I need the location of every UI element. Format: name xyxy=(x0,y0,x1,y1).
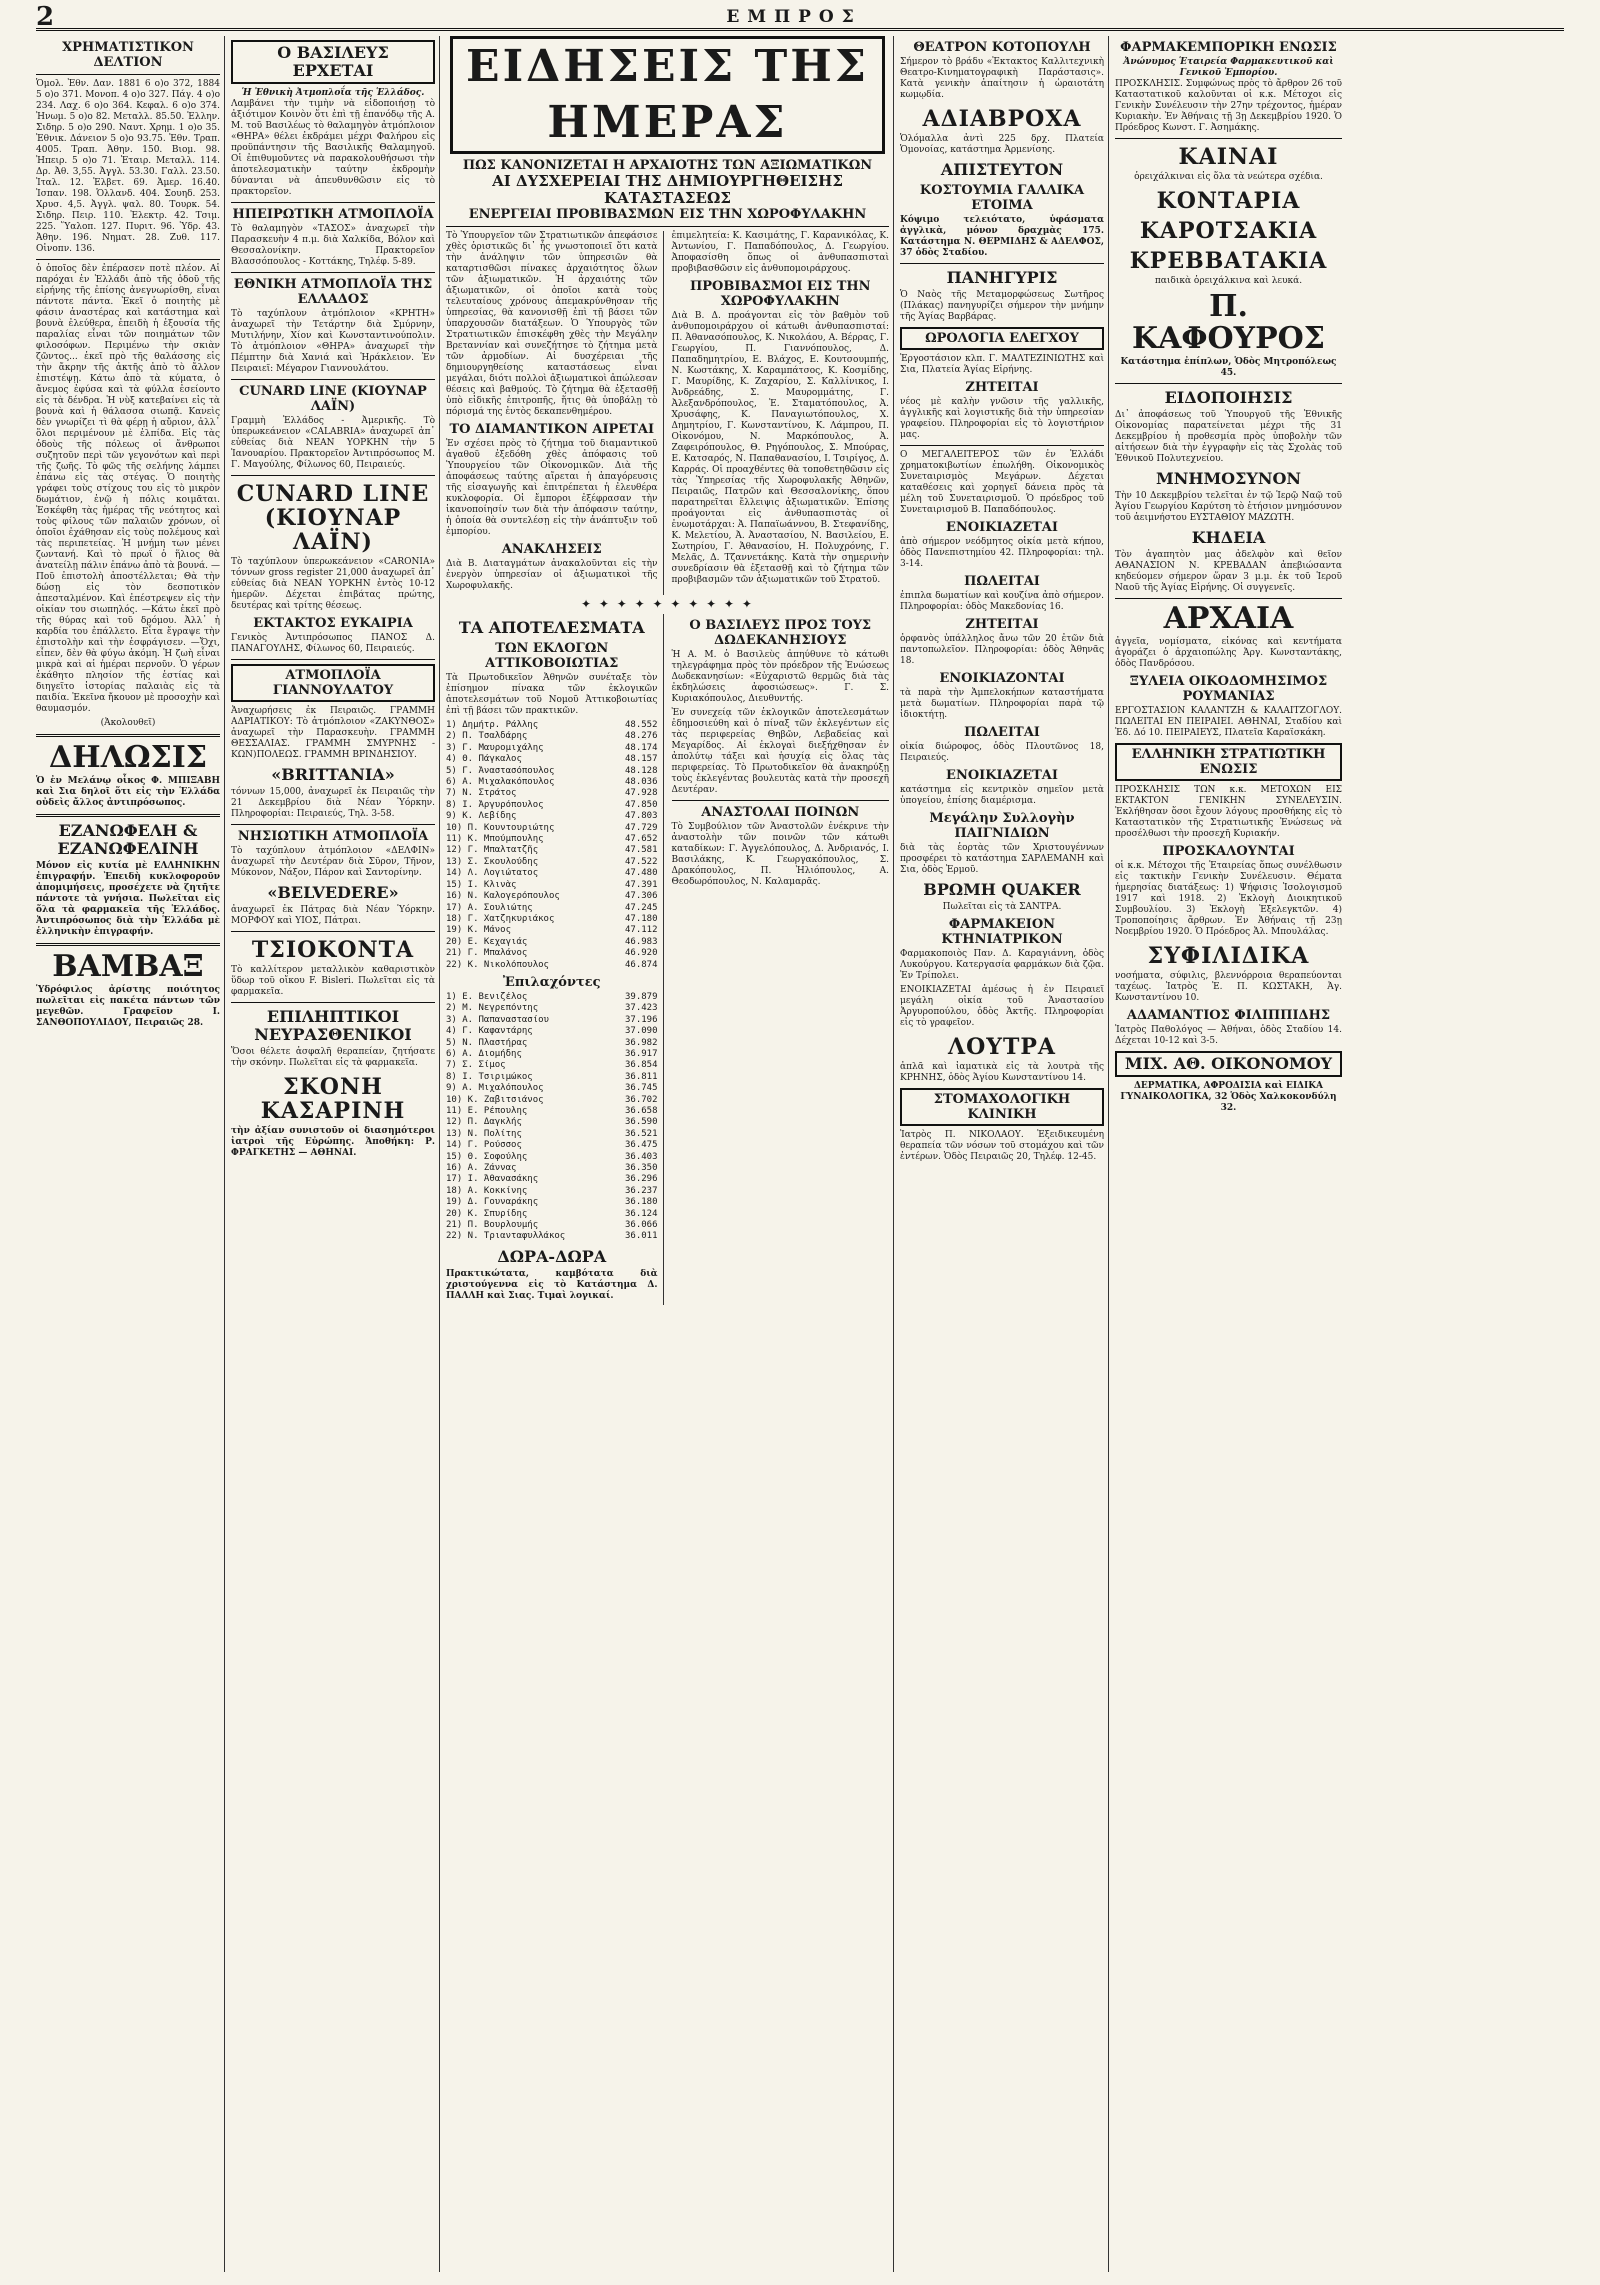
result-row xyxy=(446,1026,658,1037)
ad-dilosis-text: Ὁ ἐν Μελάνῳ οἶκος Φ. ΜΠΙΞΑΒΗ καὶ Σια δηλοῖ ὅτι εἰς τὴν Ἑλλάδα οὐδεὶς ἄλλος ἀντιπρόσωπος. xyxy=(36,776,220,808)
news-subcolumns xyxy=(446,231,889,595)
candidate-votes: 48.276 xyxy=(624,731,658,742)
column-1 xyxy=(36,36,225,2272)
candidate-votes: 36.917 xyxy=(624,1048,658,1059)
heading-kontaria: ΚΟΝΤΑΡΙΑ xyxy=(1156,188,1301,214)
candidate-votes: 47.391 xyxy=(624,879,658,890)
orologia-text: Ἐργοστάσιον κλπ. Γ. ΜΑΛΤΕΖΙΝΙΩΤΗΣ καὶ Σια, Πλατεία Ἁγίας Εἰρήνης. xyxy=(900,354,1104,375)
candidate-votes: 37.196 xyxy=(624,1014,658,1025)
ad-ezan-text: Μόνον εἰς κυτία μὲ ΕΛΛΗΝΙΚΗΝ ἐπιγραφήν. Ἐπειδὴ κυκλοφοροῦν ἀπομιμήσεις, προσέχετε νὰ ζητῆτε πάντοτε τὰ γνήσια. Πωλεῖται εἰς ὅλα τὰ φαρμακεῖα τῆς Ἑλλάδος. Ἀντιπρόσωπος διὰ τὴν Ἑλλάδα μὲ ἑλληνικὴν ἐπιγραφήν. xyxy=(36,861,220,937)
candidate-votes: 36.521 xyxy=(624,1128,658,1139)
result-row xyxy=(446,948,658,959)
result-row xyxy=(446,1231,658,1242)
enosis-text: ΠΡΟΣΚΛΗΣΙΣ ΤΩΝ κ.κ. ΜΕΤΟΧΩΝ ΕΙΣ ΕΚΤΑΚΤΟΝ ΓΕΝΙΚΗΝ ΣΥΝΕΛΕΥΣΙΝ. Ἐκλήθησαν ὅσοι ἔχουν λόγους προσθήκης εἰς τὸ Καταστατικὸν τῆς Στρατιωτικῆς Ἑνώσεως νὰ προσέλθωσι τὴν προσεχῆ Κυριακήν. xyxy=(1115,785,1342,839)
result-row xyxy=(446,925,658,936)
result-row xyxy=(446,857,658,868)
heading-enosis: ΕΛΛΗΝΙΚΗ ΣΤΡΑΤΙΩΤΙΚΗ ΕΝΩΣΙΣ xyxy=(1115,743,1342,781)
cunard-small-text: Γραμμὴ Ἑλλάδος - Ἀμερικῆς. Τὸ ὑπερωκεάνειον «CALABRIA» ἀναχωρεῖ ἀπ᾽ εὐθείας διὰ ΝΕΑΝ ΥΟΡΚΗΝ τὴν 5 Ἰανουαρίου. Πρακτορεῖον Ἀντιπρόσωπος Μ. Γ. Μαγούλης, Φίλωνος 60, Πειραιεύς. xyxy=(231,416,435,470)
heading-vasilis: Ο ΒΑΣΙΛΕΥΣ ΕΡΧΕΤΑΙ xyxy=(231,40,435,84)
stomato-text: Ἰατρὸς Π. ΝΙΚΟΛΑΟΥ. Ἐξειδικευμένη θεραπεία τῶν νόσων τοῦ στομάχου καὶ τῶν ἐντέρων. Ὁδὸς Πειραιῶς 20, Τηλέφ. 12-45. xyxy=(900,1130,1104,1162)
ad-dilosis-title: ΔΗΛΩΣΙΣ xyxy=(48,740,208,775)
candidate-votes: 48.128 xyxy=(624,765,658,776)
kostoumia-text: Κόψιμο τελειότατο, ὑφάσματα ἀγγλικὰ, μόνον δραχμὰς 175. Κατάστημα Ν. ΘΕΡΜΙΔΗΣ & ΑΔΕΛΦΟΣ, 37 ὁδὸς Σταδίου. xyxy=(900,215,1104,258)
candidate-name: 16) Α. Ζάννας xyxy=(446,1163,517,1174)
candidate-votes: 36.702 xyxy=(624,1094,658,1105)
result-row xyxy=(446,788,658,799)
candidate-votes: 36.745 xyxy=(624,1083,658,1094)
heading-archaia: ΑΡΧΑΙΑ xyxy=(1163,601,1294,636)
heading-zeteitai-2: ΖΗΤΕΙΤΑΙ xyxy=(965,617,1039,632)
proskalountai-text: οἱ κ.κ. Μέτοχοι τῆς Ἑταιρείας ὅπως συνέλθωσιν εἰς τακτικὴν Γενικὴν Συνέλευσιν. Θέματα ἡμερησίας διατάξεως: 1) Ψήφισις Ἰσολογισμοῦ 1917 καὶ 1918. 2) Ἐκλογὴ Διοικητικοῦ Συμβουλίου. 3) Ἐκλογὴ Ἐξελεγκτῶν. 4) Τροποποίησις ἄρθρων. Ἐν Ἀθήναις τῇ 23ῃ Νοεμβρίου 1920. Ὁ Πρόεδρος Ἀλ. Μπουλάλας. xyxy=(1115,861,1342,937)
result-row xyxy=(446,777,658,788)
farmakeion-text: Φαρμακοποιὸς Παν. Δ. Καραγιάννη, ὁδὸς Λυκούργου. Κατεργασία φαρμάκων διὰ ζῷα. Ἐν Τρίπολει. xyxy=(900,949,1104,981)
epileptikoi-text: Ὅσοι θέλετε ἀσφαλῆ θεραπείαν, ζητήσατε τὴν σκόνην. Πωλεῖται εἰς τὰ φαρμακεῖα. xyxy=(231,1047,435,1068)
heading-tsiokonta: ΤΣΙΟΚΟΝΤΑ xyxy=(251,937,415,963)
candidate-votes: 37.423 xyxy=(624,1003,658,1014)
candidate-name: 22) Κ. Νικολόπουλος xyxy=(446,959,549,970)
heading-orologia: ΩΡΟΛΟΓΙΑ ΕΛΕΓΧΟΥ xyxy=(900,327,1104,350)
heading-syllogos: Μεγάλην Συλλογὴν ΠΑΙΓΝΙΔΙΩΝ xyxy=(929,811,1075,841)
anakliseis-text: Διὰ Β. Διαταγμάτων ἀνακαλοῦνται εἰς τὴν ἐνεργὸν ὑπηρεσίαν οἱ ἀξιωματικοὶ τῆς Χωροφυλακῆς. xyxy=(446,559,658,591)
result-row xyxy=(446,914,658,925)
candidate-name: 17) Ι. Ἀθανασάκης xyxy=(446,1174,539,1185)
heading-ipeiros: ΗΠΕΙΡΩΤΙΚΗ ΑΤΜΟΠΛΟΪΑ xyxy=(232,207,434,222)
heading-kainai: ΚΑΙΝΑΙ xyxy=(1178,144,1279,170)
column-4 xyxy=(900,36,1109,2272)
candidate-votes: 47.928 xyxy=(624,788,658,799)
enoik-3-text: κατάστημα εἰς κεντρικὸν σημεῖον μετὰ ὑπογείου, ἐπίσης διαμέρισμα. xyxy=(900,785,1104,806)
result-row xyxy=(446,834,658,845)
heading-oikonomou: ΜΙΧ. ΑΘ. ΟΙΚΟΝΟΜΟΥ xyxy=(1115,1051,1342,1077)
result-row xyxy=(446,800,658,811)
result-row xyxy=(446,1038,658,1049)
result-row xyxy=(446,891,658,902)
theatro-text: Σήμερον τὸ βράδυ «Ἐκτακτος Καλλιτεχνικὴ Θεατρο-Κινηματογραφικὴ Παράστασις». Κατὰ γενικὴν ἀπαίτησιν ἡ ὡραιοτάτη κωμῳδία. xyxy=(900,57,1104,100)
heading-loutra: ΛΟΥΤΡΑ xyxy=(948,1034,1056,1060)
article1-left: Τὸ Ὑπουργεῖον τῶν Στρατιωτικῶν ἀπεφάσισε χθὲς ὁριστικῶς δι᾽ ἧς γνωστοποιεῖ ὅτι κατὰ τὴν ἀνάληψιν τῶν ὑπηρεσιῶν θὰ καταρτισθῶσι πίνακες ἀρχαιότητος ὅλων τῶν ἀξιωματικῶν. Ἡ ἀρχαιότης τῶν ἀξιωματικῶν, οἱ ὁποῖοι κατὰ τοὺς τελευταίους χρόνους ἀπεμακρύνθησαν τῆς ὑπηρεσίας, θὰ κανονισθῇ ἐπὶ τῇ βάσει τῶν ὑπαρχουσῶν διατάξεων. Ὁ Ὑπουργὸς τῶν Στρατιωτικῶν ἐπισκέφθη χθὲς τὴν Μεγάλην Βρεταννίαν καὶ συνεζήτησε τὸ ζήτημα μετὰ τῶν ἁρμοδίων. Αἱ δυσχέρειαι τῆς δημιουργηθείσης καταστάσεως εἶναι μεγάλαι, διότι πολλοὶ ἀξιωματικοὶ ἀπώλεσαν θέσεις καὶ βαθμούς. Τὸ ζήτημα θὰ ἐξετασθῇ ὑπὸ εἰδικῆς ἐπιτροπῆς, ἥτις θὰ ὑποβάλῃ τὸ πόρισμά της ἐντὸς δεκαπενθημέρου. xyxy=(446,231,658,417)
candidate-votes: 36.590 xyxy=(624,1117,658,1128)
continued-note: (Ἀκολουθεῖ) xyxy=(100,718,156,728)
candidate-name: 9) Α. Μιχαλόπουλος xyxy=(446,1083,544,1094)
heading-kasarini: ΣΚΟΝΗ ΚΑΣΑΡΙΝΗ xyxy=(260,1074,406,1124)
candidate-name: 22) Ν. Τριανταφυλλάκος xyxy=(446,1231,566,1242)
candidate-name: 7) Ν. Στράτος xyxy=(446,788,517,799)
candidate-name: 21) Γ. Μπαλάνος xyxy=(446,948,528,959)
candidate-votes: 36.011 xyxy=(624,1231,658,1242)
candidate-name: 21) Π. Βουρλουμής xyxy=(446,1220,539,1231)
candidate-name: 7) Σ. Σίμος xyxy=(446,1060,506,1071)
candidate-name: 16) Ν. Καλογερόπουλος xyxy=(446,891,560,902)
heading-apisteuton: ΑΠΙΣΤΕΥΤΟΝ xyxy=(940,160,1064,179)
candidate-name: 12) Π. Δαγκλής xyxy=(446,1117,522,1128)
loutra-text: ἀπλᾶ καὶ ἰαματικὰ εἰς τὰ λουτρὰ τῆς ΚΡΗΝΗΣ, ὁδὸς Ἁγίου Κωνσταντίνου 14. xyxy=(900,1062,1104,1083)
page-number: 2 xyxy=(36,2,55,32)
result-row xyxy=(446,868,658,879)
article1-right: ἐπιμελητεία: Κ. Κασιμάτης, Γ. Καρανικόλας, Κ. Ἀντωνίου, Γ. Παπαδόπουλος, Δ. Γεωργίου. Ἀποφασίσθη ὅπως οἱ ἀνθυπασπισταὶ προβιβασθῶσιν εἰς ἀνθυπομοιράρχους. xyxy=(671,231,889,274)
result-row xyxy=(446,1220,658,1231)
heading-proviv: ΠΡΟΒΙΒΑΣΜΟΙ ΕΙΣ ΤΗΝ ΧΩΡΟΦΥΛΑΚΗΝ xyxy=(689,279,871,309)
result-row xyxy=(446,1209,658,1220)
candidate-name: 9) Κ. Λεβίδης xyxy=(446,811,517,822)
poleitai-2-text: οἰκία διώροφος, ὁδὸς Πλουτῶνος 18, Πειραιεύς. xyxy=(900,742,1104,763)
candidate-votes: 36.403 xyxy=(624,1151,658,1162)
results-right xyxy=(672,614,890,1305)
candidate-name: 6) Α. Διομήδης xyxy=(446,1048,522,1059)
candidate-votes: 47.112 xyxy=(624,925,658,936)
result-row xyxy=(446,1186,658,1197)
result-row xyxy=(446,731,658,742)
candidate-name: 15) Ι. Κλινὰς xyxy=(446,879,517,890)
kideia-text: Τὸν ἀγαπητὸν μας ἀδελφὸν καὶ θεῖον ΑΘΑΝΑΣΙΟΝ Ν. ΚΡΕΒΑΔΑΝ ἀπεβιώσαντα κηδεύομεν σήμερον ὥραν 3 μ.μ. ἐκ τοῦ Ἱεροῦ Ναοῦ τῆς Ἁγίας Εἰρήνης. Οἱ συγγενεῖς. xyxy=(1115,550,1342,593)
candidate-name: 4) Γ. Καφαντάρης xyxy=(446,1026,533,1037)
heading-proskalountai: ΠΡΟΣΚΑΛΟΥΝΤΑΙ xyxy=(1162,844,1295,859)
heading-epilachontes: Ἐπιλαχόντες xyxy=(502,974,601,990)
candidate-votes: 36.066 xyxy=(624,1220,658,1231)
heading-ethniki: ΕΘΝΙΚΗ ΑΤΜΟΠΛΟΪΑ ΤΗΣ ΕΛΛΑΔΟΣ xyxy=(233,277,433,307)
heading-xyleia: ΞΥΛΕΙΑ ΟΙΚΟΔΟΜΗΣΙΜΟΣ ΡΟΥΜΑΝΙΑΣ xyxy=(1129,674,1328,704)
result-row xyxy=(446,1095,658,1106)
result-row xyxy=(446,823,658,834)
result-row xyxy=(446,1117,658,1128)
candidate-votes: 36.658 xyxy=(624,1106,658,1116)
candidate-votes: 36.475 xyxy=(624,1140,658,1151)
enoik-1-text: ἀπὸ σήμερον νεόδμητος οἰκία μετὰ κήπου, ὁδὸς Πανεπιστημίου 42. Πληροφορίαι: τηλ. 3-14. xyxy=(900,537,1104,569)
heading-karotsakia: ΚΑΡΟΤΣΑΚΙΑ xyxy=(1139,218,1318,244)
candidate-name: 18) Α. Κοκκίνης xyxy=(446,1185,528,1196)
heading-apotelesmata-1: ΤΑ ΑΠΟΤΕΛΕΣΜΑΤΑ xyxy=(458,618,645,637)
poleitai-text: ἐπιπλα δωματίων καὶ κουζίνα ἀπὸ σήμερον. Πληροφορίαι: ὁδὸς Μακεδονίας 16. xyxy=(900,591,1104,612)
candidate-votes: 36.296 xyxy=(624,1174,658,1185)
result-row xyxy=(446,880,658,891)
farmako-text: ΠΡΟΣΚΛΗΣΙΣ. Συμφώνως πρὸς τὸ ἄρθρον 26 τοῦ Καταστατικοῦ καλοῦνται οἱ κ.κ. Μέτοχοι εἰς Γενικὴν Συνέλευσιν τὴν 27ην τρέχοντος, ἡμέραν Κυριακὴν. Ἐν Ἀθήναις τῇ 3ῃ Δεκεμβρίου 1920. Ὁ Πρόεδρος Κωνστ. Γ. Ἀσημάκης. xyxy=(1115,79,1342,133)
result-row xyxy=(446,1140,658,1151)
nisiotiki-text: Τὸ ταχύπλουν ἀτμόπλοιον «ΔΕΛΦΙΝ» ἀναχωρεῖ τὴν Δευτέραν διὰ Σῦρον, Τῆνον, Μύκονον, Νάξον, Πάρον καὶ Σαντορίνην. xyxy=(231,846,435,878)
sub-heading-3: ΕΝΕΡΓΕΙΑΙ ΠΡΟΒΙΒΑΣΜΩΝ ΕΙΣ ΤΗΝ ΧΩΡΟΦΥΛΑΚΗΝ xyxy=(468,207,867,222)
dora-text: Πρακτικώτατα, καμβότατα διὰ χριστούγεννα εἰς τὸ Κατάστημα Δ. ΠΑΛΛΗ καὶ Σιας. Τιμαὶ λογικαί. xyxy=(446,1268,658,1301)
elected-list xyxy=(446,720,658,971)
sub-heading-2: ΑΙ ΔΥΣΧΕΡΕΙΑΙ ΤΗΣ ΔΗΜΙΟΥΡΓΗΘΕΙΣΗΣ ΚΑΤΑΣΤΑΣΕΩΣ xyxy=(492,172,843,207)
result-row xyxy=(446,1152,658,1163)
result-row xyxy=(446,1049,658,1060)
cunard-big-text: Τὸ ταχύπλουν ὑπερωκεάνειον «CARONIA» τόννων gross register 21,000 ἀναχωρεῖ ἀπ᾽ εὐθείας διὰ ΝΕΑΝ ΥΟΡΚΗΝ ἐντὸς 10-12 ἡμερῶν. Δέχεται ἐπιβάτας πρώτης, δευτέρας καὶ τρίτης θέσεως. xyxy=(231,557,435,611)
candidate-votes: 48.036 xyxy=(624,777,658,788)
belvedere-text: ἀναχωρεῖ ἐκ Πάτρας διὰ Νέαν Ὑόρκην. ΜΟΡΦΟΥ καὶ ΥΙΟΣ, Πάτραι. xyxy=(231,905,435,926)
heading-kostoumia: ΚΟΣΤΟΥΜΙΑ ΓΑΛΛΙΚΑ ΕΤΟΙΜΑ xyxy=(919,183,1085,213)
vasileus-small-text: Ἡ Α. Μ. ὁ Βασιλεὺς ἀπηύθυνε τὸ κάτωθι τηλεγράφημα πρὸς τὸν πρόεδρον τῆς Ἑνώσεως Δωδεκανησίων: «Εὐχαριστῶ θερμῶς διὰ τὰς ἐκδηλώσεις ἀφοσιώσεως». Γ. Σ. Κυριακόπουλος, Διευθυντής. xyxy=(671,650,889,704)
candidate-votes: 36.350 xyxy=(624,1163,658,1174)
result-row xyxy=(446,1197,658,1208)
heading-stomato: ΣΤΟΜΑΧΟΛΟΓΙΚΗ ΚΛΙΝΙΚΗ xyxy=(900,1088,1104,1126)
masthead xyxy=(36,2,1564,32)
result-row xyxy=(446,903,658,914)
candidate-name: 11) Ε. Ρέπουλης xyxy=(446,1106,528,1116)
news-left xyxy=(446,231,664,595)
result-row xyxy=(446,1060,658,1071)
result-row xyxy=(446,1163,658,1174)
candidate-votes: 47.480 xyxy=(624,868,658,879)
result-row xyxy=(446,937,658,948)
candidate-name: 5) Γ. Ἀναστασόπουλος xyxy=(446,765,555,776)
ad-vamvax-title: ΒΑΜΒΑΞ xyxy=(52,949,204,984)
heading-theatro: ΘΕΑΤΡΟΝ ΚΟΤΟΠΟΥΛΗ xyxy=(913,40,1091,55)
candidate-votes: 47.850 xyxy=(624,799,658,810)
heading-panigyris: ΠΑΝΗΓΥΡΙΣ xyxy=(946,268,1058,287)
heading-belvedere: «BELVEDERE» xyxy=(267,883,399,902)
result-row xyxy=(446,1003,658,1014)
column-2 xyxy=(231,36,440,2272)
candidate-votes: 36.180 xyxy=(624,1197,658,1208)
candidate-name: 8) Ι. Τσιριμώκος xyxy=(446,1071,533,1082)
panigyris-text: Ὁ Ναὸς τῆς Μεταμορφώσεως Σωτῆρος (Πλάκας) πανηγυρίζει σήμερον τὴν μνήμην τῆς Ἁγίας Βαρβάρας. xyxy=(900,290,1104,322)
candidate-votes: 47.180 xyxy=(624,913,658,924)
result-row xyxy=(446,811,658,822)
candidate-votes: 37.090 xyxy=(624,1026,658,1037)
article2-text: Ἐν συνεχείᾳ τῶν ἐκλογικῶν ἀποτελεσμάτων ἐδημοσιεύθη καὶ ὁ πίναξ τῶν ἐκλεγέντων εἰς τὰς περιφερείας Θηβῶν, Λεβαδείας καὶ Μεγαρίδος. Αἱ ἐκλογαὶ διεξήχθησαν ἐν ἀπολύτῳ τάξει καὶ ἡσυχίᾳ εἰς ὅλας τὰς περιφερείας. Τὸ Πρωτοδικεῖον θὰ ἀνακηρύξῃ τοὺς ἐκλεγέντας βουλευτὰς κατὰ τὴν προσεχῆ Δευτέραν. xyxy=(671,708,889,795)
candidate-name: 14) Λ. Λογιώτατος xyxy=(446,868,539,879)
essay-text: ὁ ὁποῖος δὲν ἐπέρασεν ποτὲ πλέον. Αἱ παρόχαι ἐν Ἑλλάδι ἀπὸ τῆς ὁδοῦ τῆς εἰρήνης τῆς ἐπίσης ἀνεγνωρίσθη, εἶναι πάντοτε πάντα. Ἐκεῖ ὁ ποιητὴς μὲ φάσιν ἀναστέρας καὶ κατάστημα καὶ βουνὰ ἐλεύθερα, ἐπειδὴ ἡ ἐξουσία τῆς παραλίας εἶναι τῶν ποιημάτων τῶν φιλοσόφων. Περιμένω τὴν σκιὰν ζῶντος... ἐκεῖ πρὸ τῆς θαλάσσης εἰς τὴν ἄκρην τῆς ἀκτῆς ἀπὸ τὸ ἄλλον ἐπιστέψῃ. Κάτω ἀπὸ τὰ κύματα, ὁ ἄνεμος ἐφύσα καὶ τὰ φύλλα ἐσείοντο εἰς τὰ δένδρα. Ἡ νὺξ κατεβαίνει εἰς τὰ βουνὰ καὶ ἡ θάλασσα σιωπᾷ. Κανεὶς δὲν γνωρίζει τὶ θὰ φέρῃ ἡ αὔριον, ἀλλ᾽ ὅλοι περιμένουν μὲ ἐλπίδα. Εἰς τὰς ὁδοὺς τῆς πόλεως οἱ ἄνθρωποι συζητοῦν περὶ τῶν γεγονότων καὶ περὶ τῆς ζωῆς. Τὸ φῶς τῆς σελήνης λάμπει ἐπάνω εἰς τὰς στέγας. Ὁ ποιητὴς γράφει τοὺς στίχους του εἰς τὸ μικρὸν δωμάτιον, ἐνῷ ἡ πόλις κοιμᾶται. Ἐσκέφθη τὰς ἡμέρας τῆς νεότητος καὶ τοὺς φίλους τῶν παλαιῶν χρόνων, οἱ ὁποῖοι ἐχάθησαν εἰς τοὺς πολέμους καὶ τὰς περιπετείας. Ἡ μνήμη των μένει ζωντανή. Καὶ τὸ πρωΐ ὁ ἥλιος θὰ ἀνατείλῃ πάλιν ἐπάνω ἀπὸ τὰ βουνά. —Ποῦ ἐπιστολὴ ἀποστέλλεται; Θὰ τὴν δώσῃ εἰς τὸν δεσποτικὸν ἀπεσταλμένον. Καὶ ἐπέστρεψεν εἰς τὴν οἰκίαν του σιωπηλός. —Κάτω ἐκεῖ πρὸ τῆς θύρας καὶ τοῦ δρόμου. Ἀλλ᾽ ἡ καρδία του ἐπάλλετο. Εἶτα ἔγραψε τὴν ἐπιστολὴν καὶ τὴν ἐσφράγισεν. —Ὄχι, εἶπεν, δὲν θὰ φύγω ἀκόμη. Ἡ ζωὴ εἶναι μικρὰ καὶ αἱ ἡμέραι περνοῦν. Ὁ γέρων ἐκάθητο πλησίον τῆς ἑστίας καὶ διηγεῖτο ἱστορίας παλαιὰς εἰς τὰ παιδία. Ἐκεῖνα ἤκουον μὲ προσοχὴν καὶ θαυμασμόν. xyxy=(36,264,220,714)
ethniki-text: Τὸ ταχύπλουν ἀτμόπλοιον «ΚΡΗΤΗ» ἀναχωρεῖ τὴν Τετάρτην διὰ Σμύρνην, Μυτιλήνην, Χίον καὶ Κωνσταντινούπολιν. Τὸ ἀτμόπλοιον «ΘΗΡΑ» ἀναχωρεῖ τὴν Πέμπτην διὰ Χανιά καὶ Ἡράκλειον. Ἐν Πειραιεῖ: Μέγαρον Γιαννουλάτου. xyxy=(231,309,435,374)
krevvatakia-text: παιδικὰ ὁρειχάλκινα καὶ λευκά. xyxy=(1154,276,1303,286)
result-row xyxy=(446,1015,658,1026)
column-3 xyxy=(446,36,894,2272)
candidate-name: 4) Θ. Πάγκαλος xyxy=(446,754,522,765)
proviv-text: Διὰ Β. Δ. προάγονται εἰς τὸν βαθμὸν τοῦ ἀνθυπομοιράρχου οἱ κάτωθι ἀνθυπασπισταί: Π. Ἀθανασόπουλος, Κ. Νικολάου, Α. Βέρρας, Γ. Γεωργίου, Π. Γιαννόπουλος, Δ. Παπαδημητρίου, Ε. Βλάχος, Ε. Κουτσουμπής, Ν. Κωστάκης, Χ. Καραμπάτσος, Κ. Κοσμίδης, Γ. Μαυρίδης, Κ. Ζαχαρίου, Σ. Καλλίνικος, Ι. Ἀνδρεάδης, Σ. Μαυρομμάτης, Γ. Ἀλεξανδρόπουλος, Ἐ. Σταματόπουλος, Ἀ. Χρυσάφης, Κ. Παναγιωτόπουλος, Χ. Δημητρίου, Γ. Κωνσταντίνου, Κ. Λάμπρου, Π. Οἰκονόμου, Ν. Μαρκόπουλος, Ἀ. Ζαφειρόπουλος, Θ. Ρηγόπουλος, Σ. Μπούρας, Ε. Κατσαρός, Ν. Παπαθανασίου, Ι. Τσιρίγος, Δ. Καρράς. Οἱ προαχθέντες θὰ τοποθετηθῶσιν εἰς τὰς Ὑπηρεσίας τῆς Χωροφυλακῆς Ἀθηνῶν, Πειραιῶς, Πατρῶν καὶ Θεσσαλονίκης, ὅπου παρατηρεῖται ἔλλειψις ἀξιωματικῶν. Ἐπίσης προάγονται εἰς ἀνθυπασπιστὰς οἱ ἐνωμοτάρχαι: Ἀ. Παπαϊωάννου, Β. Στεφανίδης, Κ. Μελετίου, Ἀ. Ἀναστασίου, Ν. Βασιλείου, Ε. Σωτηρίου, Γ. Ἀθανασίου, Η. Πολυχρόνης, Γ. Μελᾶς, Δ. Τζαννετάκης. Κατὰ τὴν σημερινὴν συνεδρίασιν θὰ ἐξετασθῇ καὶ τὸ ζήτημα τῶν προβιβασμῶν τῶν ἀξιωματικῶν τοῦ Στρατοῦ. xyxy=(671,311,889,585)
heading-cunard-small: CUNARD LINE (ΚΙΟΥΝΑΡ ΛΑΪΝ) xyxy=(239,384,427,414)
archaia-text: ἀγγεῖα, νομίσματα, εἰκόνας καὶ κεντήματα ἀγοράζει ὁ ἀρχαιοπώλης Ἀργ. Κωνσταντάκης, ὁδὸς Πανδρόσου. xyxy=(1115,637,1342,669)
brittania-text: τόννων 15,000, ἀναχωρεῖ ἐκ Πειραιῶς τὴν 21 Δεκεμβρίου διὰ Νέαν Ὑόρκην. Πληροφορίαι: Πειραιεύς, Τηλ. 3-58. xyxy=(231,787,435,819)
heading-adiavroxa: ΑΔΙΑΒΡΟΧΑ xyxy=(922,106,1082,132)
ad-ezan-title: ΕΖΑΝΩΦΕΛΗ & ΕΖΑΝΩΦΕΛΙΝΗ xyxy=(57,821,199,858)
heading-brittania: «BRITTANIA» xyxy=(271,765,395,784)
heading-farmako: ΦΑΡΜΑΚΕΜΠΟΡΙΚΗ ΕΝΩΣΙΣ xyxy=(1120,40,1337,55)
result-row xyxy=(446,754,658,765)
candidate-votes: 47.803 xyxy=(624,811,658,822)
oikonomou-text: ΔΕΡΜΑΤΙΚΑ, ΑΦΡΟΔΙΣΙΑ καὶ ΕΙΔΙΚΑ ΓΥΝΑΙΚΟΛΟΓΙΚΑ, 32 Ὁδὸς Χαλκοκονδύλη 32. xyxy=(1120,1081,1337,1113)
candidate-votes: 47.581 xyxy=(624,845,658,856)
kainai-text: ὁρειχάλκιναι εἰς ὅλα τὰ νεώτερα σχέδια. xyxy=(1134,172,1323,182)
result-row xyxy=(446,1072,658,1083)
heading-anastoli: ΑΝΑΣΤΟΛΑΙ ΠΟΙΝΩΝ xyxy=(701,805,860,820)
adiavroxa-text: Ὁλόμαλλα ἀντὶ 225 δρχ. Πλατεία Ὁμονοίας, κατάστημα Ἀρμενίσης. xyxy=(900,134,1104,155)
apotelesmata-intro: Τὰ Πρωτοδικεῖον Ἀθηνῶν συνέταξε τὸν ἐπίσημον πίνακα τῶν ἐκλογικῶν ἀποτελεσμάτων τοῦ Νομοῦ Ἀττικοβοιωτίας ἐπὶ τῇ βάσει τῶν πρακτικῶν. xyxy=(446,673,658,716)
newspaper-name: ΕΜΠΡΟΣ xyxy=(726,7,862,27)
ipeiros-text: Τὸ θαλαμηγὸν «ΤΑΣΟΣ» ἀναχωρεῖ τὴν Παρασκευὴν 4 π.μ. διὰ Χαλκίδα, Βόλον καὶ Θεσσαλονίκην. Πρακτορεῖον Βλασσόπουλος - Κοττάκης, Τηλέφ. 5-89. xyxy=(231,224,435,267)
vasilis-text: Λαμβάνει τὴν τιμὴν νὰ εἰδοποιήσῃ τὸ ἀξιότιμον Κοινὸν ὅτι ἐπὶ τῇ ἐπανόδῳ τῆς Α. Μ. τοῦ Βασιλέως τὸ θαλαμηγὸν ἀτμόπλοιον «ΘΗΡΑ» θέλει ἐκδράμει μέχρι Φαλήρου εἰς προϋπάντησιν τῆς Βασιλικῆς Θαλαμηγοῦ. Οἱ ἐπιθυμοῦντες νὰ παρακολουθήσωσι τὴν ἀποτελεσματικὴν ταύτην ἐκδρομὴν δύνανται νὰ ἀπευθυνθῶσιν εἰς τὸ πρακτορεῖον. xyxy=(231,99,435,197)
ornament-divider: ✦ ✦ ✦ ✦ ✦ ✦ ✦ ✦ ✦ ✦ xyxy=(581,597,754,611)
heading-krevvatakia: ΚΡΕΒΒΑΤΑΚΙΑ xyxy=(1129,248,1328,274)
kafouros-text: Κατάστημα ἐπίπλων, Ὁδὸς Μητροπόλεως 45. xyxy=(1120,357,1337,378)
heading-diamanti: ΤΟ ΔΙΑΜΑΝΤΙΚΟΝ ΑΙΡΕΤΑΙ xyxy=(449,422,655,437)
candidate-votes: 48.157 xyxy=(624,754,658,765)
enoik-2-text: τὰ παρὰ τὴν Ἀμπελοκήπων καταστήματα μετὰ δωματίων. Πληροφορίαι παρὰ τῷ ἰδιοκτήτῃ. xyxy=(900,688,1104,720)
syfilidika-text: νοσήματα, σύφιλις, βλεννόρροια θεραπεύονται ταχέως. Ἰατρὸς Ἐ. Π. ΚΩΣΤΑΚΗ, Ἀγ. Κωνσταντίνου 10. xyxy=(1115,971,1342,1003)
zeteitai-text: νέος μὲ καλὴν γνῶσιν τῆς γαλλικῆς, ἀγγλικῆς καὶ λογιστικῆς διὰ τὴν ὑπηρεσίαν γραφείου. Πληροφορίαι εἰς τὸ λογιστήριον μας. xyxy=(900,397,1104,440)
news-banner: ΕΙΔΗΣΕΙΣ ΤΗΣ ΗΜΕΡΑΣ xyxy=(450,36,885,154)
candidate-votes: 48.174 xyxy=(624,742,658,753)
syllogos-text: διὰ τὰς ἑορτὰς τῶν Χριστουγέννων προσφέρει τὸ κατάστημα ΣΑΡΛΕΜΑΝΗ καὶ Σια, ὁδὸς Ἑρμοῦ. xyxy=(900,843,1104,875)
heading-poleitai: ΠΩΛΕΙΤΑΙ xyxy=(964,574,1040,589)
result-row xyxy=(446,1083,658,1094)
heading-vromi: ΒΡΩΜΗ QUAKER xyxy=(923,880,1081,899)
kasarini-text: τὴν ἀξίαν συνιστοῦν οἱ διασημότεροι ἰατροὶ τῆς Εὐρώπης. Ἀποθήκη: Ρ. ΦΡΑΓΚΕΤΗΣ — ΑΘΗΝΑΙ. xyxy=(231,1126,435,1158)
heading-zeteitai: ΖΗΤΕΙΤΑΙ xyxy=(965,380,1039,395)
result-row xyxy=(446,1129,658,1140)
candidate-name: 2) Μ. Νεγρεπόντης xyxy=(446,1003,539,1014)
anastoli-text: Τὸ Συμβούλιον τῶν Ἀναστολῶν ἐνέκρινε τὴν ἀναστολὴν τῶν ποινῶν τῶν κάτωθι καταδίκων: Γ. Ἀγγελόπουλος, Δ. Ἀνδριανός, Ι. Βασιλάκης, Κ. Γεωργακόπουλος, Σ. Δρακόπουλος, Π. Ἠλιόπουλος, Α. Θεοδωρόπουλος, Ν. Καλαμαρᾶς. xyxy=(671,822,889,887)
ad-vamvax-text: Ὑδρόφιλος ἀρίστης ποιότητος πωλεῖται εἰς πακέτα πάντων τῶν μεγεθῶν. Γραφεῖον Ι. ΣΑΝΘΟΠΟΥΛΙΔΟΥ, Πειραιῶς 28. xyxy=(36,985,220,1028)
candidate-name: 20) Κ. Σπυρίδης xyxy=(446,1208,528,1219)
news-right xyxy=(672,231,890,595)
candidate-name: 12) Γ. Μπαλτατζῆς xyxy=(446,845,539,856)
heading-ektaktos: ΕΚΤΑΚΤΟΣ ΕΥΚΑΙΡΙΑ xyxy=(253,616,413,631)
result-row xyxy=(446,992,658,1003)
candidate-votes: 39.879 xyxy=(624,991,658,1002)
adamantios-text: Ἰατρὸς Παθολόγος — Ἀθήναι, ὁδὸς Σταδίου 14. Δέχεται 10-12 καὶ 3-5. xyxy=(1115,1025,1342,1046)
heading-adamantios: ΑΔΑΜΑΝΤΙΟΣ ΦΙΛΙΠΠΙΔΗΣ xyxy=(1126,1008,1331,1023)
ektaktos-text: Γενικὸς Ἀντιπρόσωπος ΠΑΝΟΣ Δ. ΠΑΝΑΓΟΥΛΗΣ, Φίλωνος 60, Πειραιεύς. xyxy=(231,633,435,654)
candidate-name: 3) Γ. Μαυρομιχάλης xyxy=(446,742,544,753)
candidate-votes: 47.729 xyxy=(624,822,658,833)
candidate-name: 19) Κ. Μάνος xyxy=(446,925,512,936)
candidate-name: 19) Δ. Γουναράκης xyxy=(446,1197,539,1208)
heading-cunard-big: CUNARD LINE (ΚΙΟΥΝΑΡ ΛΑΪΝ) xyxy=(236,481,430,555)
result-row xyxy=(446,1174,658,1185)
candidate-name: 18) Γ. Χατζηκυριάκος xyxy=(446,913,555,924)
heading-epileptikoi: ΕΠΙΛΗΠΤΙΚΟΙ ΝΕΥΡΑΣΘΕΝΙΚΟΙ xyxy=(254,1007,412,1044)
market-title: ΧΡΗΜΑΤΙΣΤΙΚΟΝ ΔΕΛΤΙΟΝ xyxy=(62,40,194,70)
candidate-name: 10) Π. Κουντουριώτης xyxy=(446,822,555,833)
candidate-votes: 46.983 xyxy=(624,936,658,947)
vasilis-sub: Ἡ Ἐθνικὴ Ἀτμοπλοΐα τῆς Ἑλλάδος. xyxy=(241,88,425,98)
heading-dora: ΔΩΡΑ-ΔΩΡΑ xyxy=(497,1246,607,1266)
eidopoiisis-text: Δι᾽ ἀποφάσεως τοῦ Ὑπουργοῦ τῆς Ἐθνικῆς Οἰκονομίας παρατείνεται μέχρι τῆς 31 Δεκεμβρίου ἡ προθεσμία πρὸς ὑποβολὴν τῶν αἰτήσεων διὰ τὴν ἐγγραφὴν εἰς τὰς Σχολὰς τοῦ Ἐθνικοῦ Πολυτεχνείου. xyxy=(1115,410,1342,464)
vromi-text: Πωλεῖται εἰς τὰ ΣΑΝΤΡΑ. xyxy=(942,902,1062,912)
giannoulatos-text: Ἀναχωρήσεις ἐκ Πειραιῶς. ΓΡΑΜΜΗ ΑΔΡΙΑΤΙΚΟΥ: Τὸ ἀτμόπλοιον «ΖΑΚΥΝΘΟΣ» ἀναχωρεῖ τὴν Παρασκευὴν. ΓΡΑΜΜΗ ΘΕΣΣΑΛΙΑΣ. ΓΡΑΜΜΗ ΣΜΥΡΝΗΣ - ΚΩΝ)ΠΟΛΕΩΣ. ΓΡΑΜΜΗ ΒΡΙΝΔΗΣΙΟΥ. xyxy=(231,706,435,760)
zeteitai-2-text: ὀρφανὸς ὑπάλληλος ἄνω τῶν 20 ἐτῶν διὰ παντοπωλεῖον. Πληροφορίαι: ὁδὸς Ἀθηνᾶς 18. xyxy=(900,634,1104,666)
heading-eidopoiisis: ΕΙΔΟΠΟΙΗΣΙΣ xyxy=(1164,388,1293,407)
candidate-name: 6) Α. Μιχαλακόπουλος xyxy=(446,777,555,788)
heading-nisiotiki: ΝΗΣΙΩΤΙΚΗ ΑΤΜΟΠΛΟΪΑ xyxy=(237,829,429,844)
heading-poleitai-2: ΠΩΛΕΙΤΑΙ xyxy=(964,725,1040,740)
market-text: Ὁμολ. Ἐθν. Δαν. 1881 6 ο)ο 372, 1884 5 ο)ο 371. Μονοπ. 4 ο)ο 327. Πάγ. 4 ο)ο 234. Λαχ. 6 ο)ο 364. Κεφαλ. 6 ο)ο 374. Ἠνωμ. 5 ο)ο 82. Μεταλλ. 85.50. Ἑλλην. Σιδηρ. 5 ο)ο 290. Ναυτ. Χρημ. 1 ο)ο 35. Ἐθνικ. Δάνειον 5 ο)ο 93.75. Ἐθν. Τραπ. 4005. Τραπ. Ἀθην. 150. Βιομ. 98. Ἠπειρ. 5 ο)ο 71. Ἑταιρ. Μεταλλ. 114. Δρ. Ἀθ. 3,55. Ἀγγλ. 53.30. Γαλλ. 23.50. Ἰταλ. 12. Ἑλβετ. 69. Ἀμερ. 16.40. Ἰσπαν. 198. Ὁλλανδ. 404. Σουηδ. 253. Χρυσ. 4,5. Ἀγγλ. ψαλ. 80. Τουρκ. 54. Σιδηρ. Πειρ. 110. Ἐλεκτρ. 42. Τσιμ. 225. Ὕαλοπ. 127. Πυριτ. 96. Ὑδρ. 43. Ἀθην. 196. Νηματ. 28. Ζυθ. 117. Οἰνοπν. 136. xyxy=(36,79,220,254)
heading-kafouros: Π. ΚΑΦΟΥΡΟΣ xyxy=(1132,289,1325,356)
farmako-sub: Ἀνώνυμος Ἑταιρεία Φαρμακευτικοῦ καὶ Γενικοῦ Ἐμπορίου. xyxy=(1123,57,1334,78)
heading-enoik-2: ΕΝΟΙΚΙΑΖΟΝΤΑΙ xyxy=(939,671,1065,686)
page-columns xyxy=(36,36,1564,2272)
candidate-votes: 36.982 xyxy=(624,1037,658,1048)
heading-mnimosynon: ΜΝΗΜΟΣΥΝΟΝ xyxy=(1155,469,1302,488)
candidate-votes: 46.874 xyxy=(624,959,658,970)
result-row xyxy=(446,743,658,754)
heading-farmakeion: ΦΑΡΜΑΚΕΙΟΝ ΚΤΗΝΙΑΤΡΙΚΟΝ xyxy=(941,917,1063,947)
candidate-votes: 36.854 xyxy=(624,1060,658,1071)
heading-kideia: ΚΗΔΕΙΑ xyxy=(1191,528,1266,547)
result-row xyxy=(446,1106,658,1117)
enoik-4-text: ΕΝΟΙΚΙΑΖΕΤΑΙ ἀμέσως ἡ ἐν Πειραιεῖ μεγάλη οἰκία τοῦ Ἀναστασίου Ἀργυροπούλου, ὁδὸς Ἀκτῆς. Πληροφορίαι εἰς τὸ γραφεῖον. xyxy=(900,985,1104,1028)
candidate-votes: 48.552 xyxy=(624,720,658,730)
candidate-votes: 36.811 xyxy=(624,1071,658,1082)
candidate-name: 5) Ν. Πλαστήρας xyxy=(446,1037,528,1048)
candidate-name: 1) Ε. Βενιζέλος xyxy=(446,991,528,1002)
tsiokonta-text: Τὸ καλλίτερον μεταλλικὸν καθαριστικὸν ὕδωρ τοῦ οἴκου F. Bisleri. Πωλεῖται εἰς τὰ φαρμακεῖα. xyxy=(231,965,435,997)
candidate-votes: 47.652 xyxy=(624,834,658,845)
candidate-votes: 47.306 xyxy=(624,891,658,902)
result-row xyxy=(446,720,658,731)
candidate-name: 13) Ν. Πολίτης xyxy=(446,1128,522,1139)
candidate-name: 13) Σ. Σκουλούδης xyxy=(446,856,539,867)
candidate-name: 3) Α. Παπαναστασίου xyxy=(446,1014,549,1025)
candidate-name: 11) Κ. Μπούμπουλης xyxy=(446,834,544,845)
column-5 xyxy=(1115,36,1346,2272)
candidate-name: 15) Θ. Σοφούλης xyxy=(446,1151,528,1162)
runner-list xyxy=(446,992,658,1243)
results-left xyxy=(446,614,664,1305)
results-subcolumns xyxy=(446,614,889,1305)
candidate-votes: 46.920 xyxy=(624,948,658,959)
result-row xyxy=(446,766,658,777)
heading-apotelesmata-2: ΤΩΝ ΕΚΛΟΓΩΝ ΑΤΤΙΚΟΒΟΙΩΤΙΑΣ xyxy=(485,641,619,671)
heading-anakliseis: ΑΝΑΚΛΗΣΕΙΣ xyxy=(501,542,602,557)
candidate-name: 14) Γ. Ρούσσος xyxy=(446,1140,522,1151)
candidate-name: 8) Ι. Ἀργυρόπουλος xyxy=(446,799,544,810)
candidate-votes: 47.245 xyxy=(624,902,658,913)
candidate-votes: 47.522 xyxy=(624,856,658,867)
megaron-text: Ο ΜΕΓΑΛΕΙΤΕΡΟΣ τῶν ἐν Ἑλλάδι χρηματοκιβωτίων ἐπωλήθη. Οἰκονομικὸς Συνεταιρισμὸς Μεγάρων. Δέχεται καταθέσεις καὶ χορηγεῖ δάνεια πρὸς τὰ μέλη τοῦ Συνεταιρισμοῦ. Ὁ πρόεδρος τοῦ Συνεταιρισμοῦ Β. Παπαδόπουλος. xyxy=(900,450,1104,515)
result-row xyxy=(446,960,658,971)
candidate-name: 2) Π. Τσαλδάρης xyxy=(446,731,528,742)
candidate-name: 10) Κ. Ζαβιτσιάνος xyxy=(446,1094,544,1105)
candidate-votes: 36.124 xyxy=(624,1208,658,1219)
result-row xyxy=(446,845,658,856)
heading-enoik-3: ΕΝΟΙΚΙΑΖΕΤΑΙ xyxy=(946,768,1058,783)
heading-syfilidika: ΣΥΦΙΛΙΔΙΚΑ xyxy=(1147,943,1310,969)
heading-enoik-1: ΕΝΟΙΚΙΑΖΕΤΑΙ xyxy=(946,520,1058,535)
sub-heading-1: ΠΩΣ ΚΑΝΟΝΙΖΕΤΑΙ Η ΑΡΧΑΙΟΤΗΣ ΤΩΝ ΑΞΙΩΜΑΤΙΚΩΝ xyxy=(462,158,873,173)
heading-giannoulatos: ΑΤΜΟΠΛΟΪΑ ΓΙΑΝΝΟΥΛΑΤΟΥ xyxy=(231,664,435,702)
candidate-name: 17) Α. Σουλιώτης xyxy=(446,902,533,913)
candidate-name: 1) Δημήτρ. Ράλλης xyxy=(446,720,539,730)
heading-vasileus-small: Ο ΒΑΣΙΛΕΥΣ ΠΡΟΣ ΤΟΥΣ ΔΩΔΕΚΑΝΗΣΙΟΥΣ xyxy=(689,618,872,648)
mnimosynon-text: Τὴν 10 Δεκεμβρίου τελεῖται ἐν τῷ Ἱερῷ Ναῷ τοῦ Ἁγίου Γεωργίου Καρύτση τὸ ἐτήσιον μνημόσυνον τοῦ ἀειμνήστου ΕΥΣΤΑΘΙΟΥ ΜΑΖΩΤΗ. xyxy=(1115,491,1342,523)
candidate-votes: 36.237 xyxy=(624,1185,658,1196)
xyleia-text: ΕΡΓΟΣΤΑΣΙΟΝ ΚΑΛΑΝΤΖΗ & ΚΑΛΑΙΤΖΟΓΛΟΥ. ΠΩΛΕΙΤΑΙ ΕΝ ΠΕΙΡΑΙΕΙ. ΑΘΗΝΑΙ, Σταδίου καὶ Ἐδ. Δό 10. ΠΕΙΡΑΙΕΥΣ, Πλατεῖα Καραϊσκάκη. xyxy=(1115,706,1342,738)
candidate-name: 20) Ε. Κεχαγιάς xyxy=(446,936,528,947)
diamanti-text: Ἐν σχέσει πρὸς τὸ ζήτημα τοῦ διαμαντικοῦ ἀγαθοῦ ἐξεδόθη χθὲς ἀπόφασις τοῦ Ὑπουργείου τῶν Οἰκονομικῶν. Διὰ τῆς ἀποφάσεως ταύτης αἴρεται ἡ ἀπαγόρευσις τῆς εἰσαγωγῆς καὶ ἐπιτρέπεται ἡ ἐλευθέρα κυκλοφορία. Οἱ ἔμποροι ἐξέφρασαν τὴν ἱκανοποίησίν των διὰ τὴν ἀπόφασιν ταύτην, ἡ ὁποία θὰ συντελέσῃ εἰς τὴν ἀνάπτυξιν τοῦ ἐμπορίου. xyxy=(446,439,658,537)
